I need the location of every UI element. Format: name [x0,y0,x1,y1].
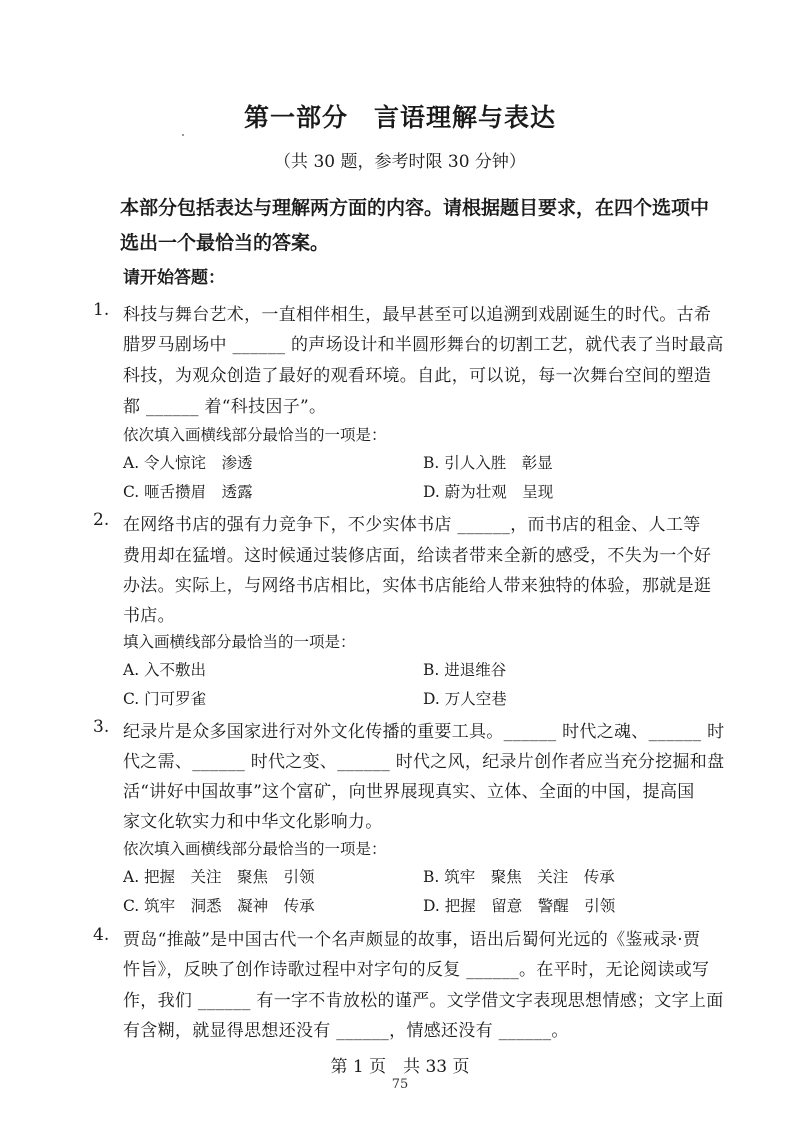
question-text-line: 办法。实际上，与网络书店相比，实体书店能给人带来独特的体验，那就是逛 [123,576,712,596]
page-number: 75 [391,1077,409,1092]
option-d: D. 把握 留意 警醒 引领 [423,897,616,915]
option-a: A. 把握 关注 聚焦 引领 [123,868,315,886]
question-text-line: 贾岛“推敲”是中国古代一个名声颇显的故事，语出后蜀何光远的《鉴戒录·贾 [123,930,701,950]
question-text-line: 作，我们 ______ 有一字不肯放松的谨严。文学借文字表现思想情感；文字上面 [123,991,724,1011]
question-prompt: 依次填入画横线部分最恰当的一项是： [123,840,387,858]
question-text-line: 代之需、______ 时代之变、______ 时代之风，纪录片创作者应当充分挖掘和盘 [123,752,725,772]
question-number: 2. [93,510,110,530]
intro-line: 本部分包括表达与理解两方面的内容。请根据题目要求，在四个选项中 [120,197,710,219]
option-b: B. 进退维谷 [423,661,507,679]
question-number: 4. [93,925,110,945]
page-footer: 第 1 页 共 33 页 [330,1057,470,1077]
question-text-line: 在网络书店的强有力竞争下，不少实体书店 ______，而书店的租金、人工等 [123,515,701,535]
intro-line: 选出一个最恰当的答案。 [120,232,330,254]
question-text-line: 纪录片是众多国家进行对外文化传播的重要工具。______ 时代之魂、______ 时 [123,722,725,742]
question-prompt: 依次填入画横线部分最恰当的一项是： [123,426,387,444]
question-text-line: 费用却在猛增。这时候通过装修店面，给读者带来全新的感受，不失为一个好 [123,546,712,566]
question-text-line: 都 ______ 着“科技因子”。 [123,397,327,417]
option-d: D. 万人空巷 [423,690,507,708]
option-b: B. 引人入胜 彰显 [423,454,553,472]
question-text-line: 腊罗马剧场中 ______ 的声场设计和半圆形舞台的切割工艺，就代表了当时最高 [123,335,724,355]
question-text-line: 忤旨》，反映了创作诗歌过程中对字句的反复 ______。在平时，无论阅读或写 [123,960,710,980]
question-text-line: 活“讲好中国故事”这个富矿，向世界展现真实、立体、全面的中国，提高国 [123,782,695,802]
option-c: C. 门可罗雀 [123,690,207,708]
question-text-line: 有含糊，就显得思想还没有 ______，情感还没有 ______。 [123,1021,569,1041]
question-text-line: 科技与舞台艺术，一直相伴相生，最早甚至可以追溯到戏剧诞生的时代。古希 [123,305,712,325]
section-subtitle: （共 30 题，参考时限 30 分钟） [274,152,526,172]
scan-speck [182,134,184,136]
question-text-line: 家文化软实力和中华文化影响力。 [123,812,383,832]
option-d: D. 蔚为壮观 呈现 [423,483,554,501]
option-a: A. 入不敷出 [123,661,207,679]
option-b: B. 筑牢 聚焦 关注 传承 [423,868,615,886]
question-number: 1. [93,300,110,320]
option-c: C. 筑牢 洞悉 凝神 传承 [123,897,315,915]
question-text-line: 书店。 [123,606,175,626]
question-number: 3. [93,717,110,737]
section-title: 第一部分 言语理解与表达 [243,103,556,132]
start-instruction: 请开始答题： [123,268,225,288]
option-c: C. 咂舌攒眉 透露 [123,483,253,501]
option-a: A. 令人惊诧 渗透 [123,454,253,472]
question-prompt: 填入画横线部分最恰当的一项是： [123,633,356,651]
question-text-line: 科技，为观众创造了最好的观看环境。自此，可以说，每一次舞台空间的塑造 [123,366,712,386]
